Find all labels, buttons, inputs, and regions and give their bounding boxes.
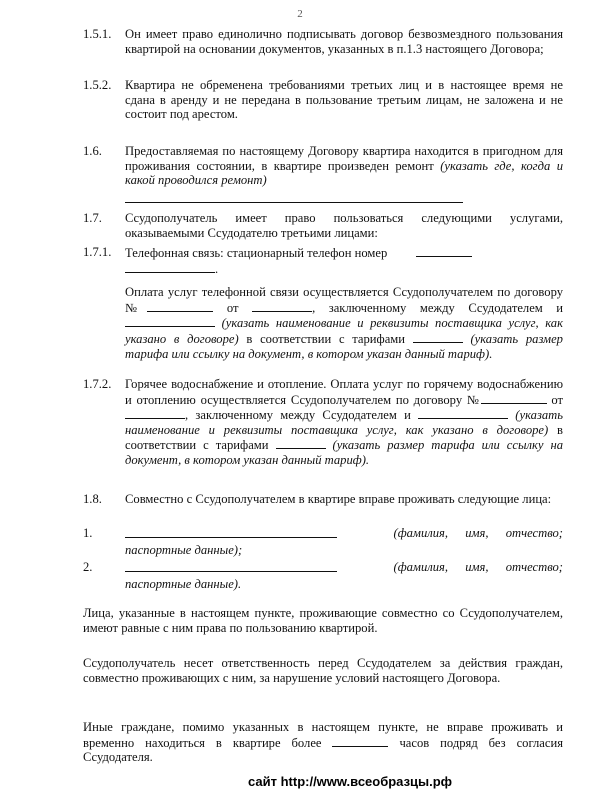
tariff-blank[interactable] [276, 437, 326, 449]
tariffs-text: в соответствии с тарифами [246, 331, 405, 346]
person-fields [125, 526, 563, 557]
supplier-hint: (указать наименование и реквизиты поставщика услуг, как указано в договоре) [125, 408, 563, 437]
contract-date-blank[interactable] [125, 407, 185, 419]
clause-1-6 [83, 144, 563, 206]
person-entry-1 [83, 526, 563, 557]
clause-1-5-2 [83, 78, 563, 122]
clause-text: Ссудополучатель имеет право пользоваться следующими услугами, оказываемыми Ссудодателю третьими лицами: [125, 211, 563, 240]
clause-1-7 [83, 211, 563, 240]
other-citizens-paragraph [83, 720, 563, 765]
clause-1-7-1 [83, 245, 563, 361]
clause-number: 1.6. [83, 144, 102, 158]
equal-rights-paragraph: Лица, указанные в настоящем пункте, проживающие совместно со Ссудополучателем, имеют равные с ним права по пользованию квартирой. [83, 606, 563, 635]
from-label: от [226, 300, 239, 315]
contract-number-blank[interactable] [147, 300, 213, 312]
clause-number: 1.5.2. [83, 78, 112, 92]
clause-text: Квартира не обременена требованиями третьих лиц и в настоящее время не сдана в аренду и не передана в пользование третьим лицам, не заложена и не состоит под арестом. [125, 78, 563, 122]
repair-hint: (указать где, когда и какой проводился ремонт) [125, 158, 563, 188]
from-label: от [551, 392, 563, 407]
person-number: 2. [83, 560, 93, 574]
person-name-blank[interactable] [125, 526, 337, 538]
clause-1-5-1 [83, 27, 563, 56]
clause-text-main: Предоставляемая по настоящему Договору квартира находится в пригодном для проживания состоянии, в квартире произведен ремонт [125, 144, 563, 173]
clause-number: 1.7.2. [83, 377, 112, 391]
clause-text: Он имеет право единолично подписывать договор безвозмездного пользования квартирой на основании документов, указанных в п.1.3 настоящего Договора; [125, 27, 563, 56]
tariff-hint: (указать размер тарифа или ссылку на документ, в котором указан данный тариф). [125, 438, 563, 467]
site-watermark: сайт http://www.всеобразцы.рф [248, 774, 453, 789]
fio-hint: (фамилия, имя, отчество; [393, 526, 563, 540]
passport-hint: паспортные данные); [125, 542, 243, 557]
clause-number: 1.7.1. [83, 245, 112, 259]
concluded-text: , заключенному между Ссудодателем и [312, 300, 563, 315]
hours-blank[interactable] [332, 735, 388, 747]
page-number: 2 [297, 8, 303, 20]
person-name-blank[interactable] [125, 560, 337, 572]
contract-date-blank[interactable] [252, 300, 312, 312]
clause-number: 1.8. [83, 492, 102, 506]
period: . [215, 261, 219, 276]
tariff-blank[interactable] [413, 331, 463, 343]
clause-1-7-2 [83, 377, 563, 468]
contract-number-blank[interactable] [481, 392, 547, 404]
clause-text [125, 377, 563, 468]
clause-text [125, 245, 563, 361]
fio-hint: (фамилия, имя, отчество; [393, 560, 563, 574]
phone-number-blank-cont[interactable] [125, 261, 215, 273]
person-number: 1. [83, 526, 93, 540]
tariffs-text: в соответствии с тарифами [125, 422, 563, 453]
payment-text: Оплата услуг телефонной связи осуществляется Ссудополучателем по договору № [125, 285, 563, 315]
concluded-text: , заключенному между Ссудодателем и [185, 408, 411, 423]
tariff-hint: (указать размер тарифа или ссылку на документ, в котором указан данный тариф). [125, 331, 563, 361]
person-fields [125, 560, 563, 591]
phone-number-blank[interactable] [416, 245, 472, 257]
supplier-blank[interactable] [125, 315, 215, 327]
phone-label: Телефонная связь: стационарный телефон номер [125, 246, 388, 260]
person-entry-2 [83, 560, 563, 591]
repair-blank[interactable] [125, 191, 463, 203]
other-citizens-text: Иные граждане, помимо указанных в настоящем пункте, не вправе проживать и временно находиться в квартире более [83, 720, 563, 750]
passport-hint: паспортные данные). [125, 576, 242, 591]
hot-water-text: Горячее водоснабжение и отопление. Оплата услуг по горячему водоснабжению и отоплению осуществляется Ссудополучателем по договору № [125, 377, 563, 407]
clause-number: 1.7. [83, 211, 102, 225]
clause-text [125, 144, 563, 206]
supplier-hint: (указать наименование и реквизиты поставщика услуг, как указано в договоре) [125, 316, 563, 346]
supplier-blank[interactable] [418, 407, 508, 419]
clause-text: Совместно с Ссудополучателем в квартире вправе проживать следующие лица: [125, 492, 552, 506]
clause-1-8 [83, 492, 563, 507]
responsibility-paragraph: Ссудополучатель несет ответственность перед Ссудодателем за действия граждан, совместно проживающих с ним, за нарушение условий настоящего Договора. [83, 656, 563, 685]
clause-number: 1.5.1. [83, 27, 112, 41]
other-citizens-text-end: часов подряд без согласия Ссудодателя. [83, 735, 563, 765]
